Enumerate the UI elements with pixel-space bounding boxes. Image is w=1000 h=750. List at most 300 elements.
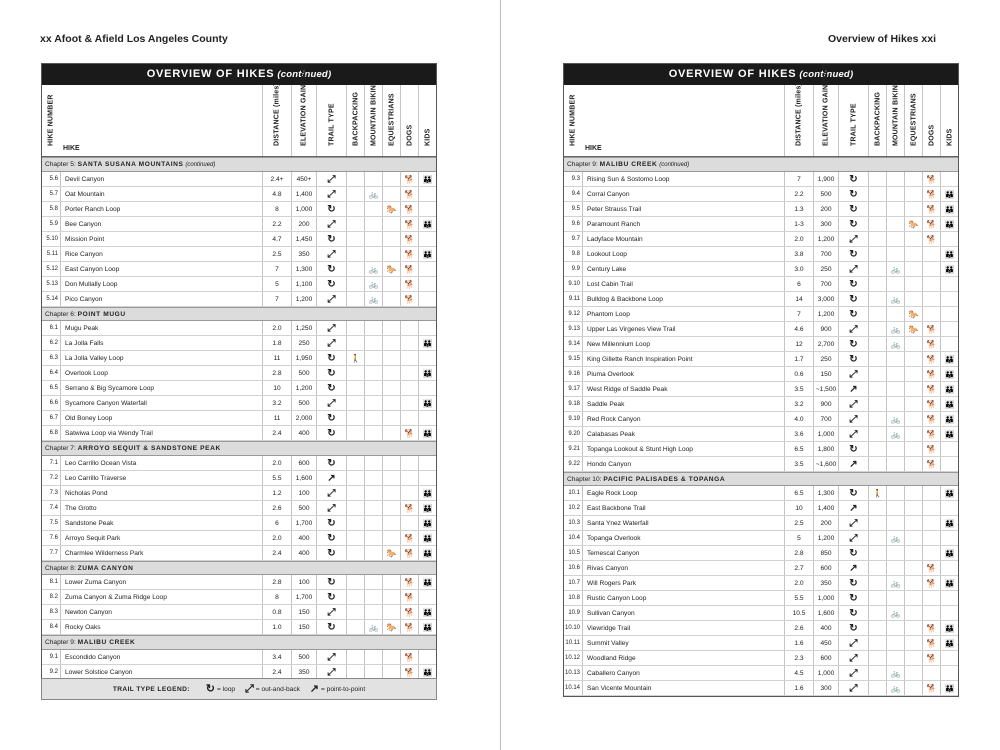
- dogs-cell: [922, 292, 940, 306]
- elevation-gain: 1,000: [813, 666, 838, 680]
- elevation-gain: 150: [813, 367, 838, 381]
- dog-icon: 🐕: [400, 590, 418, 604]
- loop-icon: ↻: [316, 590, 346, 604]
- col-kids: KIDS: [940, 85, 958, 156]
- loop-icon: ↻: [838, 172, 868, 186]
- hike-name: Woodland Ridge: [582, 651, 784, 665]
- loop-icon: ↻: [316, 575, 346, 589]
- equestrians-cell: [382, 605, 400, 619]
- dogs-cell: [400, 381, 418, 395]
- hike-name: Lost Cabin Trail: [582, 277, 784, 291]
- backpacking-cell: [868, 217, 886, 231]
- distance: 2.3: [784, 651, 813, 665]
- table-row: [564, 546, 958, 561]
- backpacking-cell: [346, 486, 364, 500]
- hike-name: Charmlee Wilderness Park: [60, 546, 262, 560]
- distance: 6: [262, 516, 291, 530]
- hike-number: 9.5: [571, 205, 580, 212]
- dog-icon: 🐕: [922, 561, 940, 575]
- point-to-point-icon: ↗: [838, 561, 868, 575]
- table-row: [564, 442, 958, 457]
- table-row: [42, 262, 436, 277]
- backpacking-cell: [868, 277, 886, 291]
- kids-cell: [940, 651, 958, 665]
- distance: 2.2: [784, 187, 813, 201]
- equestrians-cell: [904, 486, 922, 500]
- hike-number: 6.3: [49, 355, 58, 361]
- backpacking-cell: [868, 202, 886, 216]
- backpacking-cell: [346, 277, 364, 291]
- dog-icon: 🐕: [922, 621, 940, 635]
- elevation-gain: 1,200: [291, 381, 316, 395]
- biking-cell: [364, 471, 382, 485]
- backpacking-cell: [346, 366, 364, 380]
- hike-number: 5.6: [49, 175, 58, 182]
- hike-number: 9.15: [568, 355, 580, 362]
- distance: 5: [784, 531, 813, 545]
- table-row: [42, 411, 436, 426]
- col-hike-number: HIKE NUMBER: [47, 94, 55, 146]
- distance: 2.0: [262, 456, 291, 470]
- table-row: [564, 561, 958, 576]
- elevation-gain: 1,300: [813, 486, 838, 500]
- hike-number: 8.2: [49, 594, 58, 600]
- table-row: [564, 412, 958, 427]
- elevation-gain: 2,700: [813, 337, 838, 351]
- kids-icon: 👪: [940, 621, 958, 635]
- distance: 12: [784, 337, 813, 351]
- backpacking-cell: [346, 187, 364, 201]
- equestrians-cell: [904, 172, 922, 186]
- hike-name: Overlook Loop: [60, 366, 262, 380]
- col-hike-number: HIKE NUMBER: [569, 94, 577, 146]
- biking-cell: [886, 217, 904, 231]
- backpacking-icon: 🚶: [346, 351, 364, 365]
- out-and-back-icon: ⤢: [316, 292, 346, 306]
- elevation-gain: 1,450: [291, 232, 316, 246]
- biking-cell: [364, 501, 382, 515]
- kids-cell: [940, 457, 958, 471]
- table-row: [42, 501, 436, 516]
- chapter-heading: Chapter 5: SANTA SUSANA MOUNTAINS (continued): [42, 157, 436, 172]
- equestrians-cell: [904, 382, 922, 396]
- biking-cell: [886, 172, 904, 186]
- loop-icon: ↻: [838, 202, 868, 216]
- hike-name: Old Boney Loop: [60, 411, 262, 425]
- col-distance: DISTANCE (miles): [262, 85, 291, 156]
- table-row: [42, 277, 436, 292]
- loop-icon: ↻: [316, 351, 346, 365]
- backpacking-cell: [868, 292, 886, 306]
- kids-cell: [940, 606, 958, 620]
- elevation-gain: 400: [813, 621, 838, 635]
- hike-name: Century Lake: [582, 262, 784, 276]
- backpacking-cell: [346, 232, 364, 246]
- hike-name: Caballero Canyon: [582, 666, 784, 680]
- hike-number: 9.16: [568, 370, 580, 377]
- backpacking-cell: [868, 591, 886, 605]
- dog-icon: 🐕: [922, 397, 940, 411]
- biking-cell: [364, 516, 382, 530]
- elevation-gain: 2,000: [291, 411, 316, 425]
- loop-icon: ↻: [316, 202, 346, 216]
- elevation-gain: 400: [291, 531, 316, 545]
- elevation-gain: 1,200: [291, 292, 316, 306]
- hike-number: 9.13: [568, 325, 580, 332]
- backpacking-cell: [346, 620, 364, 634]
- hike-name: Nicholas Pond: [60, 486, 262, 500]
- dog-icon: 🐕: [400, 605, 418, 619]
- table-row: [42, 590, 436, 605]
- hike-number: 10.8: [568, 595, 580, 601]
- loop-icon: ↻: [316, 232, 346, 246]
- kids-icon: 👪: [940, 412, 958, 426]
- mountain-bike-icon: 🚲: [364, 277, 382, 291]
- col-backpacking: BACKPACKING: [346, 85, 364, 156]
- table-row: [564, 337, 958, 352]
- elevation-gain: 600: [291, 456, 316, 470]
- elevation-gain: 500: [291, 650, 316, 664]
- out-and-back-icon: ⤢: [838, 397, 868, 411]
- kids-icon: 👪: [940, 516, 958, 530]
- distance: 2.0: [262, 531, 291, 545]
- backpacking-cell: [868, 307, 886, 321]
- table-row: [564, 307, 958, 322]
- distance: 8: [262, 202, 291, 216]
- table-row: [564, 457, 958, 472]
- table-row: [42, 456, 436, 471]
- elevation-gain: 100: [291, 575, 316, 589]
- table-row: [42, 486, 436, 501]
- hike-number: 6.1: [49, 325, 58, 331]
- biking-cell: [886, 247, 904, 261]
- hike-name: Newton Canyon: [60, 605, 262, 619]
- distance: 7: [784, 172, 813, 186]
- table-row: [564, 621, 958, 636]
- equestrians-cell: [904, 546, 922, 560]
- dog-icon: 🐕: [922, 217, 940, 231]
- right-running-head: Overview of Hikes xxi: [828, 33, 936, 45]
- hike-name: Eagle Rock Loop: [582, 486, 784, 500]
- point-to-point-icon: ↗: [316, 471, 346, 485]
- equestrians-cell: [904, 561, 922, 575]
- kids-icon: 👪: [418, 620, 436, 634]
- table-row: [42, 292, 436, 307]
- hike-name: Red Rock Canyon: [582, 412, 784, 426]
- backpacking-cell: [346, 247, 364, 261]
- biking-cell: [364, 605, 382, 619]
- dog-icon: 🐕: [400, 277, 418, 291]
- kids-icon: 👪: [418, 426, 436, 440]
- hike-number: 10.3: [568, 520, 580, 526]
- table-row: [564, 247, 958, 262]
- biking-cell: [886, 277, 904, 291]
- equestrians-cell: [904, 277, 922, 291]
- table-row: [42, 232, 436, 247]
- kids-icon: 👪: [418, 336, 436, 350]
- equestrians-cell: [904, 247, 922, 261]
- equestrians-cell: [382, 575, 400, 589]
- hike-number: 9.21: [568, 445, 580, 452]
- elevation-gain: 350: [291, 247, 316, 261]
- dog-icon: 🐕: [400, 665, 418, 679]
- hike-name: East Canyon Loop: [60, 262, 262, 276]
- table-row: [42, 381, 436, 396]
- hike-number: 9.12: [568, 310, 580, 317]
- hike-number: 10.1: [568, 490, 580, 496]
- backpacking-cell: [868, 397, 886, 411]
- distance: 3.5: [784, 457, 813, 471]
- kids-icon: 👪: [418, 501, 436, 515]
- biking-cell: [364, 546, 382, 560]
- biking-cell: [364, 531, 382, 545]
- loop-icon: ↻: [316, 277, 346, 291]
- point-to-point-icon: ↗: [838, 457, 868, 471]
- kids-cell: [940, 172, 958, 186]
- table-row: [564, 636, 958, 651]
- mountain-bike-icon: 🚲: [886, 337, 904, 351]
- table-row: [42, 396, 436, 411]
- elevation-gain: 900: [813, 322, 838, 336]
- equestrians-cell: [382, 590, 400, 604]
- horse-icon: 🐎: [382, 202, 400, 216]
- dogs-cell: [400, 396, 418, 410]
- distance: 2.6: [262, 501, 291, 515]
- backpacking-cell: [868, 442, 886, 456]
- backpacking-cell: [346, 217, 364, 231]
- hike-name: Rising Sun & Sostomo Loop: [582, 172, 784, 186]
- table-row: [564, 202, 958, 217]
- hike-number: 8.1: [49, 579, 58, 585]
- hike-number: 9.6: [571, 220, 580, 227]
- hike-name: Saddle Peak: [582, 397, 784, 411]
- dog-icon: 🐕: [400, 292, 418, 306]
- biking-cell: [364, 381, 382, 395]
- kids-icon: 👪: [418, 172, 436, 186]
- biking-cell: [886, 187, 904, 201]
- table-row: [564, 531, 958, 546]
- backpacking-cell: [868, 187, 886, 201]
- mountain-bike-icon: 🚲: [886, 531, 904, 545]
- hike-number: 9.3: [571, 175, 580, 182]
- hike-name: Bulldog & Backbone Loop: [582, 292, 784, 306]
- kids-icon: 👪: [940, 382, 958, 396]
- horse-icon: 🐎: [382, 620, 400, 634]
- out-and-back-icon: ⤢: [838, 681, 868, 695]
- elevation-gain: 1,400: [813, 501, 838, 515]
- backpacking-cell: [868, 531, 886, 545]
- out-and-back-icon: ⤢: [316, 605, 346, 619]
- out-and-back-icon: ⤢: [838, 427, 868, 441]
- backpacking-cell: [868, 262, 886, 276]
- biking-cell: [886, 486, 904, 500]
- equestrians-cell: [382, 456, 400, 470]
- out-and-back-icon: ⤢: [838, 636, 868, 650]
- biking-cell: [364, 172, 382, 186]
- equestrians-cell: [382, 516, 400, 530]
- elevation-gain: 400: [291, 426, 316, 440]
- elevation-gain: 450+: [291, 172, 316, 186]
- dog-icon: 🐕: [400, 650, 418, 664]
- equestrians-cell: [904, 427, 922, 441]
- col-backpacking: BACKPACKING: [868, 85, 886, 156]
- hike-number: 10.10: [564, 625, 580, 631]
- kids-icon: 👪: [940, 202, 958, 216]
- biking-cell: [364, 650, 382, 664]
- kids-cell: [418, 232, 436, 246]
- hike-name: Oat Mountain: [60, 187, 262, 201]
- elevation-gain: 1,700: [291, 590, 316, 604]
- equestrians-cell: [904, 337, 922, 351]
- distance: 1.7: [784, 352, 813, 366]
- table-row: [564, 217, 958, 232]
- biking-cell: [886, 636, 904, 650]
- hike-number: 9.22: [568, 460, 580, 467]
- biking-cell: [364, 217, 382, 231]
- hike-name: Upper Las Virgenes View Trail: [582, 322, 784, 336]
- out-and-back-icon: ⤢: [316, 665, 346, 679]
- hike-name: Sycamore Canyon Waterfall: [60, 396, 262, 410]
- mountain-bike-icon: 🚲: [886, 412, 904, 426]
- equestrians-cell: [382, 531, 400, 545]
- chapter-heading: Chapter 10: PACIFIC PALISADES & TOPANGA: [564, 472, 958, 487]
- out-and-back-icon: ⤢: [244, 683, 254, 695]
- backpacking-cell: [346, 202, 364, 216]
- dogs-cell: [400, 351, 418, 365]
- kids-icon: 👪: [418, 217, 436, 231]
- hike-number: 9.9: [571, 265, 580, 272]
- hike-number: 9.11: [568, 295, 580, 302]
- equestrians-cell: [904, 636, 922, 650]
- backpacking-cell: [346, 516, 364, 530]
- elevation-gain: 300: [813, 217, 838, 231]
- loop-icon: ↻: [838, 576, 868, 590]
- backpacking-cell: [346, 456, 364, 470]
- table-row: [564, 277, 958, 292]
- hike-number: 5.10: [46, 235, 58, 242]
- dog-icon: 🐕: [400, 232, 418, 246]
- kids-cell: [940, 232, 958, 246]
- col-trail-type: TRAIL TYPE: [838, 85, 868, 156]
- table-row: [42, 531, 436, 546]
- elevation-gain: 500: [291, 366, 316, 380]
- dog-icon: 🐕: [922, 457, 940, 471]
- hike-number: 6.8: [49, 430, 58, 436]
- elevation-gain: 1,300: [291, 262, 316, 276]
- hike-number: 7.6: [49, 534, 58, 541]
- equestrians-cell: [382, 366, 400, 380]
- hike-number: 10.6: [568, 565, 580, 571]
- dog-icon: 🐕: [400, 187, 418, 201]
- distance: 2.8: [262, 575, 291, 589]
- elevation-gain: 700: [813, 247, 838, 261]
- loop-icon: ↻: [838, 591, 868, 605]
- hike-name: Mugu Peak: [60, 321, 262, 335]
- hike-name: Sullivan Canyon: [582, 606, 784, 620]
- horse-icon: 🐎: [904, 217, 922, 231]
- hike-name: Zuma Canyon & Zuma Ridge Loop: [60, 590, 262, 604]
- table-row: [564, 681, 958, 696]
- dog-icon: 🐕: [922, 202, 940, 216]
- hike-name: Leo Carrillo Ocean Vista: [60, 456, 262, 470]
- out-and-back-icon: ⤢: [838, 516, 868, 530]
- equestrians-cell: [382, 187, 400, 201]
- hike-number: 7.5: [49, 519, 58, 526]
- biking-cell: [886, 442, 904, 456]
- hike-number: 5.13: [46, 280, 58, 287]
- right-table-title: OVERVIEW OF HIKES (continued): [564, 64, 958, 85]
- col-distance: DISTANCE (miles): [784, 85, 813, 156]
- hike-number: 8.3: [49, 609, 58, 615]
- mountain-bike-icon: 🚲: [886, 606, 904, 620]
- hike-name: La Jolla Valley Loop: [60, 351, 262, 365]
- hike-number: 10.9: [568, 610, 580, 616]
- biking-cell: [886, 367, 904, 381]
- chapter-heading: Chapter 9: MALIBU CREEK: [42, 635, 436, 650]
- elevation-gain: 600: [813, 561, 838, 575]
- backpacking-cell: [868, 367, 886, 381]
- mountain-bike-icon: 🚲: [364, 262, 382, 276]
- mountain-bike-icon: 🚲: [886, 681, 904, 695]
- hike-name: Leo Carrillo Traverse: [60, 471, 262, 485]
- kids-icon: 👪: [940, 576, 958, 590]
- loop-icon: ↻: [838, 621, 868, 635]
- distance: 3.4: [262, 650, 291, 664]
- distance: 3.2: [784, 397, 813, 411]
- hike-name: Arroyo Sequit Park: [60, 531, 262, 545]
- distance: 2.4: [262, 546, 291, 560]
- elevation-gain: 500: [291, 501, 316, 515]
- hike-number: 9.8: [571, 250, 580, 257]
- elevation-gain: ~1,600: [813, 457, 838, 471]
- elevation-gain: 1,800: [813, 442, 838, 456]
- table-row: [564, 367, 958, 382]
- loop-icon: ↻: [838, 606, 868, 620]
- elevation-gain: 250: [813, 352, 838, 366]
- distance: 4.8: [262, 187, 291, 201]
- elevation-gain: 150: [291, 620, 316, 634]
- kids-cell: [940, 531, 958, 545]
- backpacking-cell: [346, 471, 364, 485]
- equestrians-cell: [382, 396, 400, 410]
- elevation-gain: 200: [813, 202, 838, 216]
- table-row: [42, 321, 436, 336]
- backpacking-cell: [868, 232, 886, 246]
- table-row: [564, 516, 958, 531]
- backpacking-cell: [346, 426, 364, 440]
- table-row: [564, 427, 958, 442]
- distance: 6.5: [784, 486, 813, 500]
- elevation-gain: 1,700: [291, 516, 316, 530]
- distance: 3.6: [784, 427, 813, 441]
- loop-icon: ↻: [838, 352, 868, 366]
- hike-name: Pico Canyon: [60, 292, 262, 306]
- kids-icon: 👪: [940, 367, 958, 381]
- kids-cell: [418, 411, 436, 425]
- elevation-gain: ~1,500: [813, 382, 838, 396]
- dog-icon: 🐕: [922, 576, 940, 590]
- elevation-gain: 100: [291, 486, 316, 500]
- dogs-cell: [922, 516, 940, 530]
- biking-cell: [886, 457, 904, 471]
- distance: 1.0: [262, 620, 291, 634]
- biking-cell: [364, 411, 382, 425]
- chapter-heading: Chapter 7: ARROYO SEQUIT & SANDSTONE PEAK: [42, 441, 436, 456]
- hike-number: 9.2: [49, 668, 58, 675]
- table-row: [42, 247, 436, 262]
- horse-icon: 🐎: [904, 307, 922, 321]
- distance: 2.5: [262, 247, 291, 261]
